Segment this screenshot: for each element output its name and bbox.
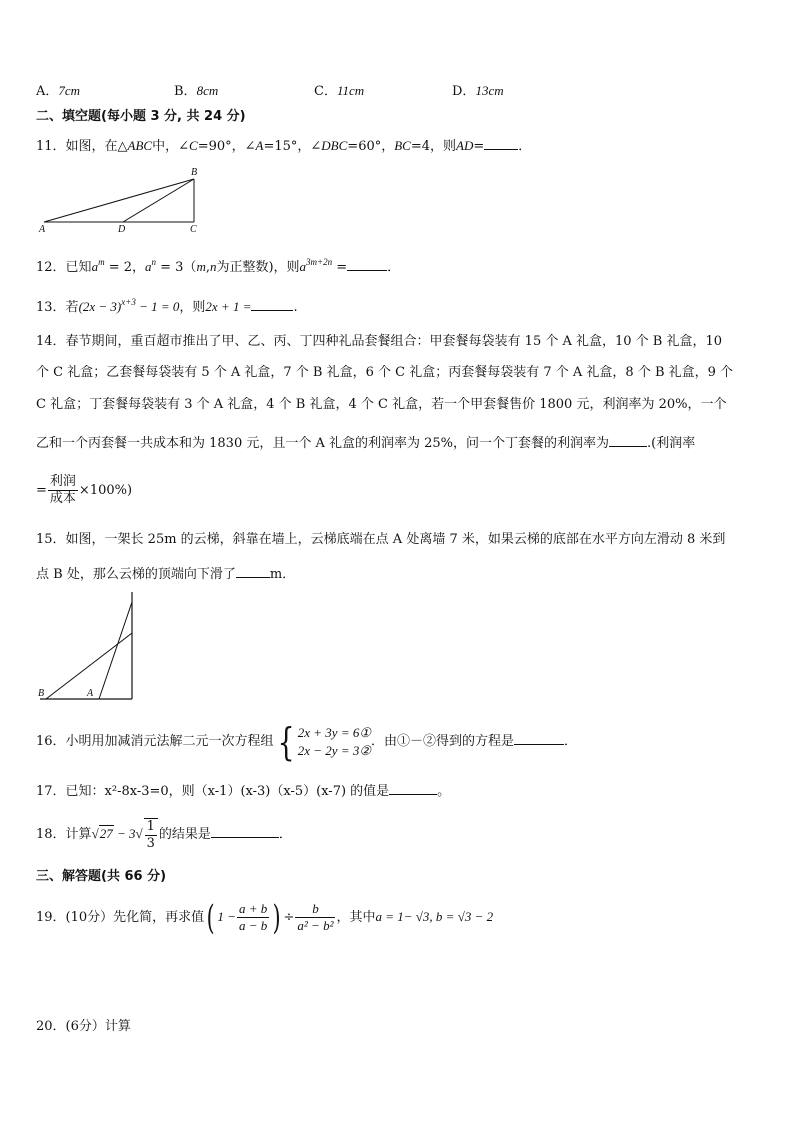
answer-blank <box>251 296 293 311</box>
option-a: A．7cm <box>36 83 81 99</box>
question-14-line-2: 个 C 礼盒；乙套餐每袋装有 5 个 A 礼盒，7 个 B 礼盒，6 个 C 礼盒；丙套餐每袋装有 7 个 A 礼盒，8 个 B 礼盒，9 个 <box>36 365 734 380</box>
answer-blank <box>514 730 564 745</box>
answer-blank <box>347 256 387 271</box>
question-17: 17．已知：x²-8x-3=0，则（x-1）(x-3)（x-5）(x-7) 的值是 。 <box>36 780 450 801</box>
label-D: D <box>118 224 126 235</box>
question-13: 13．若$(2x - 3)^{x+3} - 1 = 0$，则2x + 1 = . <box>36 297 298 315</box>
fraction-b: $\frac{b}{\text{a² − b²}}$ <box>297 901 334 933</box>
label-B: B <box>38 688 45 699</box>
question-14-line-3: C 礼盒；丁套餐每袋装有 3 个 A 礼盒，4 个 B 礼盒，4 个 C 礼盒，若一个甲套餐售价 1800 元，利润率为 20%，一个 <box>36 397 727 412</box>
label-A: A <box>87 688 94 699</box>
option-c: C．11cm <box>314 83 365 99</box>
question-15-line-2: 点 B 处，那么云梯的顶端向下滑了 m． <box>36 563 295 584</box>
option-b: B．8cm <box>174 83 219 99</box>
triangle-figure-11 <box>36 165 206 235</box>
profit-fraction: $\frac{\text{利润}}{\text{成本}}$ <box>49 474 76 506</box>
answer-blank <box>236 563 270 578</box>
section-2-title: 二、填空题(每小题 3 分, 共 24 分) <box>36 109 246 124</box>
ladder-figure-15 <box>36 588 146 703</box>
question-14-line-4: 乙和一个丙套餐一共成本和为 1830 元，且一个 A 礼盒的利润率为 25%，问一个丁套餐的利润率为 .(利润率 <box>36 432 695 453</box>
question-11: 11．如图，在△ABC中，∠C=90°，∠A=15°，∠DBC=60°，BC=4，则AD= ． <box>36 135 531 156</box>
answer-blank <box>211 823 279 838</box>
question-15-line-1: 15．如图，一架长 25m 的云梯，斜靠在墙上，云梯底端在点 A 处离墙 7 米，如果云梯的底部在水平方向左滑动 8 米到 <box>36 532 726 547</box>
label-C: C <box>190 224 197 235</box>
question-16: 16．小明用加减消元法解二元一次方程组{ 2x + 3y = 6① 2x − 2y = 3② ．由①－②得到的方程是 ． <box>36 719 578 764</box>
answer-blank <box>389 780 437 795</box>
system-brace: { <box>277 719 295 764</box>
question-18: 18．计算√27 − 3√ $\frac{1}{3}$ 的结果是 ． <box>36 818 292 851</box>
sqrt-fraction: $\frac{1}{3}$ <box>144 818 158 852</box>
question-12: 12．已知$a^m = 2$，$a^n = 3(m,n$为正整数)，则$a^{3m+2n}$ = ． <box>36 257 401 275</box>
label-B: B <box>191 167 198 178</box>
fraction-a-b: $\frac{a + b}{a - b}$ <box>238 901 268 933</box>
question-14-formula: = $\frac{\text{利润}}{\text{成本}}$ ×100%) <box>36 474 133 506</box>
section-3-title: 三、解答题(共 66 分) <box>36 869 167 884</box>
question-19: 19．(10分）先化简，再求值( 1 − $\frac{a + b}{a - b}$ ) ÷ $\frac{b}{\text{a² − b²}}$ ，其中a = 1− √3, b = √3 − 2 <box>36 897 494 938</box>
option-d: D．13cm <box>452 83 504 99</box>
answer-blank <box>609 432 647 447</box>
answer-blank <box>484 135 518 150</box>
question-14-line-1: 14．春节期间，重百超市推出了甲、乙、丙、丁四种礼品套餐组合：甲套餐每袋装有 15 个 A 礼盒，10 个 B 礼盒，10 <box>36 334 723 349</box>
equation-system: 2x + 3y = 6① 2x − 2y = 3② <box>297 724 371 758</box>
label-A: A <box>39 224 46 235</box>
question-20: 20．(6分）计算 <box>36 1019 131 1034</box>
